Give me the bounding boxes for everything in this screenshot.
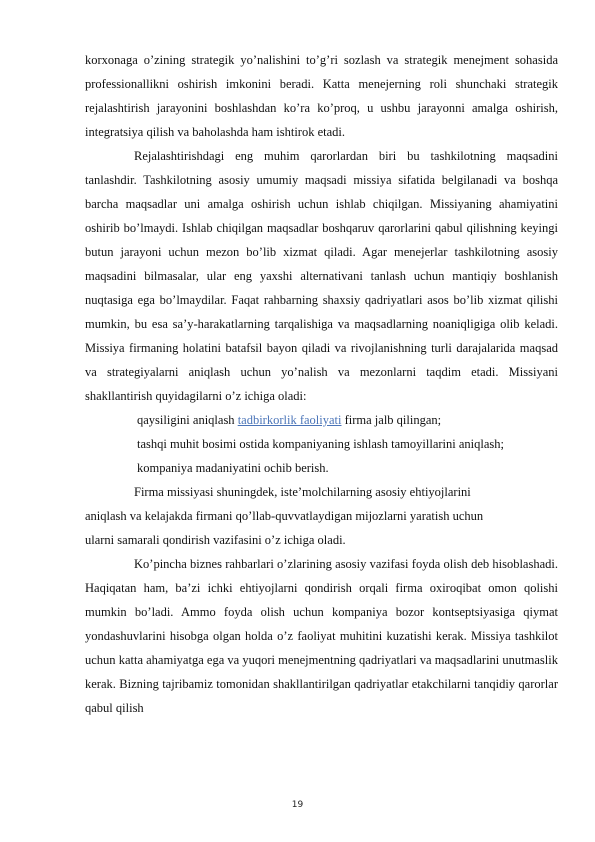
list-item-1-text-start: qaysiligini aniqlash <box>137 413 238 427</box>
list-item-3: kompaniya madaniyatini ochib berish. <box>137 461 329 475</box>
paragraph-3-line-3: ularni samarali qondirish vazifasini o’z ichiga oladi. <box>85 533 346 547</box>
paragraph-3-line-1: Firma missiyasi shuningdek, iste’molchilarning asosiy ehtiyojlarini <box>134 485 471 499</box>
paragraph-1: korxonaga o’zining strategik yo’nalishini to’g’ri sozlash va strategik menejment sohasida professionallikni oshirish imkonini beradi. Katta menejerning roli shunchaki strategik rejalashtirish jarayonini boshlashdan ko’ra ko’proq, u ushbu jarayonni amalga oshirish, integratsiya qilish va baholashda ham ishtirok etadi. <box>85 53 558 139</box>
business-activity-link[interactable]: tadbirkorlik faoliyati <box>237 413 342 427</box>
list-item-1 <box>85 408 558 432</box>
document-body <box>85 48 558 720</box>
paragraph-3-line-2: aniqlash va kelajakda firmani qo’llab-quvvatlaydigan mijozlarni yaratish uchun <box>85 509 484 523</box>
page-number: 19 <box>291 800 304 810</box>
paragraph-4: Ko’pincha biznes rahbarlari o’zlarining asosiy vazifasi foyda olish deb hisoblashadi. Haqiqatan ham, ba’zi ichki ehtiyojlarni qondirish orqali firma oxiroqibat omon qolishi mumkin bo’ladi. Ammo foyda olish uchun kompaniya bozor kontseptsiyasiga qiymat yondashuvlarini hisobga olgan holda o’z faoliyat muhitini kuzatishi kerak. Missiya tashkilot uchun katta ahamiyatga ega va yuqori menejmentning qadriyatlari va maqsadlarini unutmaslik kerak. Bizning tajribamiz tomonidan shakllantirilgan qadriyatlar etakchilarni tanqidiy qarorlar qabul qilish <box>85 557 558 715</box>
list-item-2: tashqi muhit bosimi ostida kompaniyaning ishlash tamoyillarini aniqlash; <box>137 437 504 451</box>
paragraph-2: Rejalashtirishdagi eng muhim qarorlardan biri bu tashkilotning maqsadini tanlashdir. Tashkilotning asosiy umumiy maqsadi missiya sifatida belgilanadi va boshqa barcha maqsadlar uni amalga oshirish uchun ishlab chiqilgan. Missiyaning ahamiyatini oshirib bo’lmaydi. Ishlab chiqilgan maqsadlar boshqaruv qarorlarini qabul qilishning keyingi butun jarayoni uchun mezon bo’lib xizmat qiladi. Agar menejerlar tashkilotning asosiy maqsadini bilmasalar, ular eng yaxshi alternativani tanlash uchun mantiqiy boshlanish nuqtasiga ega bo’lmaydilar. Faqat rahbarning shaxsiy qadriyatlari asos bo’lib xizmat qilishi mumkin, bu esa sa’y-harakatlarning tarqalishiga va maqsadlarning noaniqligiga olib keladi. Missiya firmaning holatini batafsil bayon qiladi va rivojlanishning turli darajalarida maqsad va strategiyalarni aniqlash uchun yo’nalish va mezonlarni taqdim etadi. Missiyani shakllantirish quyidagilarni o’z ichiga oladi: <box>85 149 558 403</box>
list-item-1-text-end: firma jalb qilingan; <box>341 413 442 427</box>
